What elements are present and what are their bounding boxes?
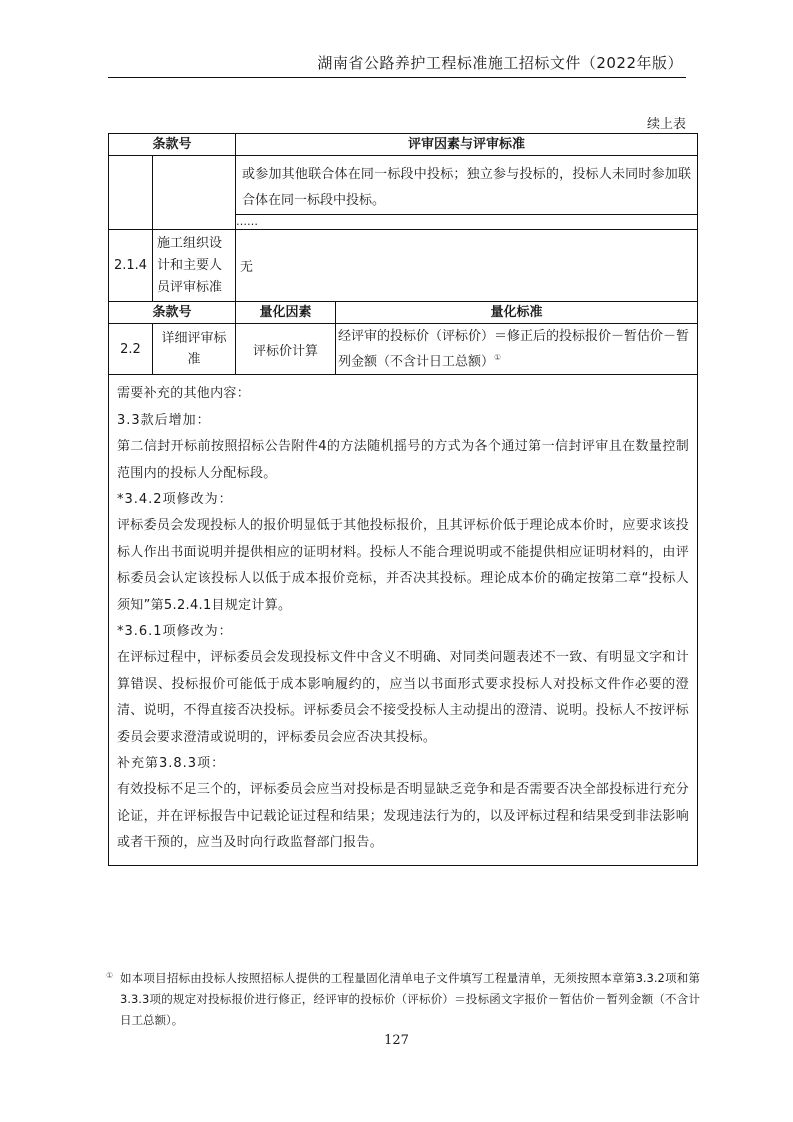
bid-price-formula — [336, 324, 698, 375]
clause-number-2-1-4: 2.1.4 — [109, 230, 153, 302]
detailed-review-label: 详细评审标准 — [153, 324, 236, 375]
footnote — [106, 968, 700, 1031]
continuation-num-cell — [109, 156, 153, 230]
supplement-line: 在评标过程中，评标委员会发现投标文件中含义不明确、对同类问题表述不一致、有明显文字和计算错误、投标报价可能低于成本影响履约的，应当以书面形式要求投标人对投标文件作必要的澄清、说明，不得直接否决投标。评标委员会不接受投标人主动提出的澄清、说明。投标人不按评标委员会要求澄清或说明的，评标委员会应否决其投标。 — [117, 650, 690, 745]
footnote-mark: ① — [106, 971, 114, 980]
supplement-line: 评标委员会发现投标人的报价明显低于其他投标报价，且其评标价低于理论成本价时，应要求该投标人作出书面说明并提供相应的证明材料。投标人不能合理说明或不能提供相应证明材料的，由评标委员会认定该投标人以低于成本报价竞标，并否决其投标。理论成本价的确定按第二章“投标人须知”第5.2.4.1目规定计算。 — [117, 518, 690, 613]
bid-price-calc-factor: 评标价计算 — [236, 324, 336, 375]
clause-number-header: 条款号 — [109, 134, 236, 156]
footnote-ref-mark: ① — [494, 353, 502, 362]
header-rule — [108, 77, 686, 78]
clause-number-header-2: 条款号 — [109, 302, 236, 324]
supplement-line: 需要补充的其他内容： — [117, 386, 251, 402]
page-number: 127 — [384, 1033, 409, 1048]
quant-factor-header: 量化因素 — [236, 302, 336, 324]
supplement-line: 3.3款后增加： — [117, 412, 211, 428]
table-row — [109, 230, 698, 302]
table-subheader-row — [109, 302, 698, 324]
continuation-ellipsis: …… — [236, 215, 698, 230]
supplement-line: 补充第3.8.3项： — [117, 756, 226, 772]
clause-number-2-2: 2.2 — [109, 324, 153, 375]
quant-standard-header: 量化标准 — [336, 302, 698, 324]
supplement-line: 有效投标不足三个的，评标委员会应当对投标是否明显缺乏竞争和是否需要否决全部投标进行充分论证，并在评标报告中记载论证过程和结果；发现违法行为的，以及评标过程和结果受到非法影响或者干预的，应当及时向行政监督部门报告。 — [117, 782, 690, 851]
factor-standard-header: 评审因素与评审标准 — [236, 134, 698, 156]
review-standard-table — [108, 133, 698, 866]
continuation-row — [109, 156, 698, 215]
supplement-line: *3.6.1项修改为： — [117, 623, 233, 639]
footnote-text: 如本项目招标由投标人按照招标人提供的工程量固化清单电子文件填写工程量清单，无须按照本章第3.3.2项和第3.3.3项的规定对投标报价进行修正，经评审的投标价（评标价）＝投标函文字报价－暂估价－暂列金额（不含计日工总额）。 — [120, 971, 700, 1027]
table-row — [109, 324, 698, 375]
bid-price-formula-text: 经评审的投标价（评标价）＝修正后的投标报价－暂估价－暂列金额（不含计日工总额） — [338, 329, 690, 370]
supplement-row — [109, 375, 698, 865]
construction-org-value: 无 — [236, 230, 698, 302]
supplement-line: 第二信封开标前按照招标公告附件4的方法随机摇号的方式为各个通过第一信封评审且在数量控制范围内的投标人分配标段。 — [117, 439, 690, 481]
supplement-content — [109, 375, 698, 865]
table-header-row — [109, 134, 698, 156]
construction-org-label: 施工组织设计和主要人员评审标准 — [153, 230, 236, 302]
continuation-text: 或参加其他联合体在同一标段中投标；独立参与投标的，投标人未同时参加联合体在同一标段中投标。 — [236, 156, 698, 215]
continued-label: 续上表 — [646, 117, 686, 132]
continuation-label-cell — [153, 156, 236, 230]
supplement-line: *3.4.2项修改为： — [117, 491, 233, 507]
document-header-title: 湖南省公路养护工程标准施工招标文件（2022年版） — [317, 54, 683, 72]
